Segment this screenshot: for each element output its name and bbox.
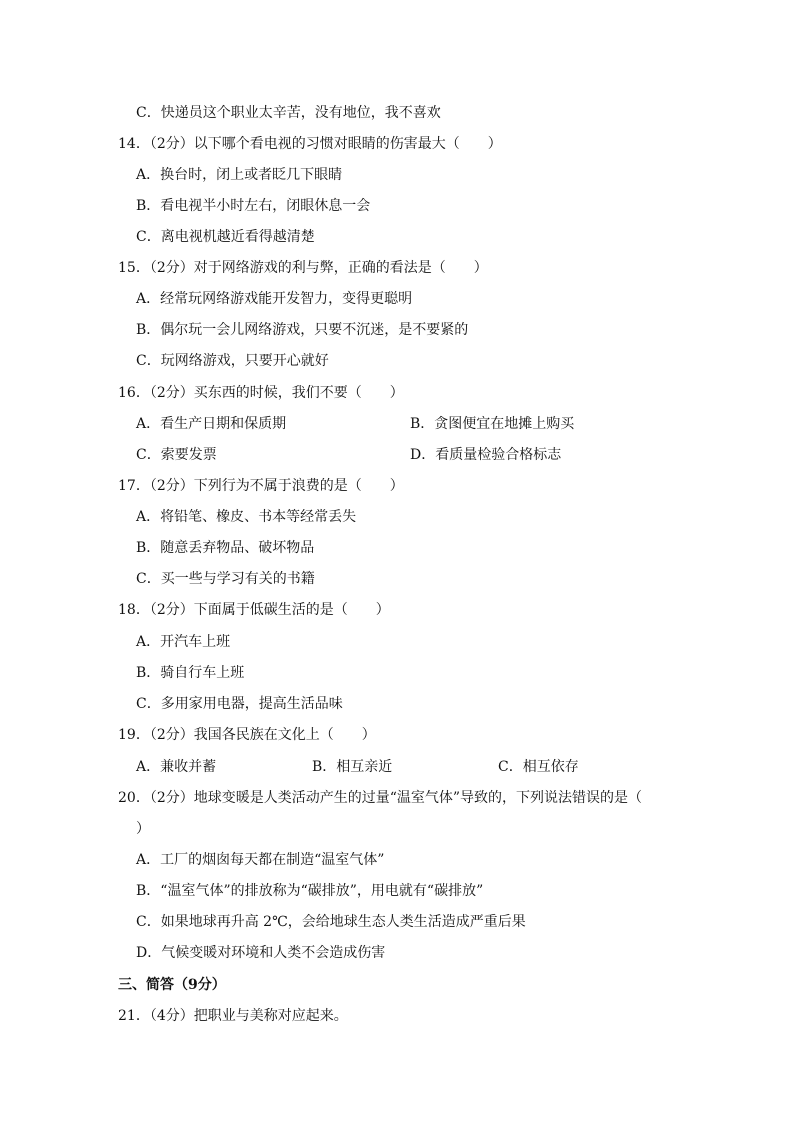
q16-stem: 16．（2分）买东西的时候，我们不要（ ）	[118, 385, 404, 401]
q19-option-a: A．兼收并蓄	[136, 759, 217, 775]
q18-option-a: A．开汽车上班	[136, 634, 231, 650]
q14-stem: 14．（2分）以下哪个看电视的习惯对眼睛的伤害最大（ ）	[118, 136, 502, 152]
q20-option-d: D．气候变暖对环境和人类不会造成伤害	[136, 945, 386, 961]
q15-option-b: B．偶尔玩一会儿网络游戏，只要不沉迷，是不要紧的	[136, 322, 469, 338]
q20-option-a: A．工厂的烟囱每天都在制造“温室气体”	[136, 852, 385, 868]
q16-option-d: D．看质量检验合格标志	[410, 447, 562, 463]
q21-stem: 21．（4分）把职业与美称对应起来。	[118, 1008, 348, 1024]
q14-option-b: B．看电视半小时左右，闭眼休息一会	[136, 198, 371, 214]
q16-option-c: C．索要发票	[136, 447, 217, 463]
q14-option-c: C．离电视机越近看得越清楚	[136, 229, 315, 245]
q19-option-b: B．相互亲近	[312, 759, 393, 775]
section-heading: 三、简答（9分）	[118, 977, 226, 993]
q20-option-b: B．“温室气体”的排放称为“碳排放”，用电就有“碳排放”	[136, 883, 484, 899]
q17-option-a: A．将铅笔、橡皮、书本等经常丢失	[136, 509, 357, 525]
q17-option-c: C．买一些与学习有关的书籍	[136, 571, 315, 587]
q15-option-c: C．玩网络游戏，只要开心就好	[136, 353, 329, 369]
q20-stem-continuation: ）	[136, 821, 150, 837]
q18-option-b: B．骑自行车上班	[136, 665, 245, 681]
q14-option-a: A．换台时，闭上或者眨几下眼睛	[136, 167, 343, 183]
q15-stem: 15．（2分）对于网络游戏的利与弊，正确的看法是（ ）	[118, 260, 488, 276]
q20-option-c: C．如果地球再升高 2℃，会给地球生态人类生活造成严重后果	[136, 914, 526, 930]
q16-option-a: A．看生产日期和保质期	[136, 416, 287, 432]
q18-stem: 18．（2分）下面属于低碳生活的是（ ）	[118, 602, 390, 618]
q20-stem: 20．（2分）地球变暖是人类活动产生的过量“温室气体”导致的，下列说法错误的是（	[118, 790, 643, 806]
q15-option-a: A．经常玩网络游戏能开发智力，变得更聪明	[136, 291, 413, 307]
q17-option-b: B．随意丢弃物品、破坏物品	[136, 540, 315, 556]
q19-option-c: C．相互依存	[498, 759, 579, 775]
q16-option-b: B．贪图便宜在地摊上购买	[410, 416, 575, 432]
q17-stem: 17．（2分）下列行为不属于浪费的是（ ）	[118, 478, 404, 494]
q19-stem: 19．（2分）我国各民族在文化上（ ）	[118, 727, 376, 743]
q18-option-c: C．多用家用电器，提高生活品味	[136, 696, 343, 712]
q13-option-c: C．快递员这个职业太辛苦，没有地位，我不喜欢	[136, 105, 441, 121]
